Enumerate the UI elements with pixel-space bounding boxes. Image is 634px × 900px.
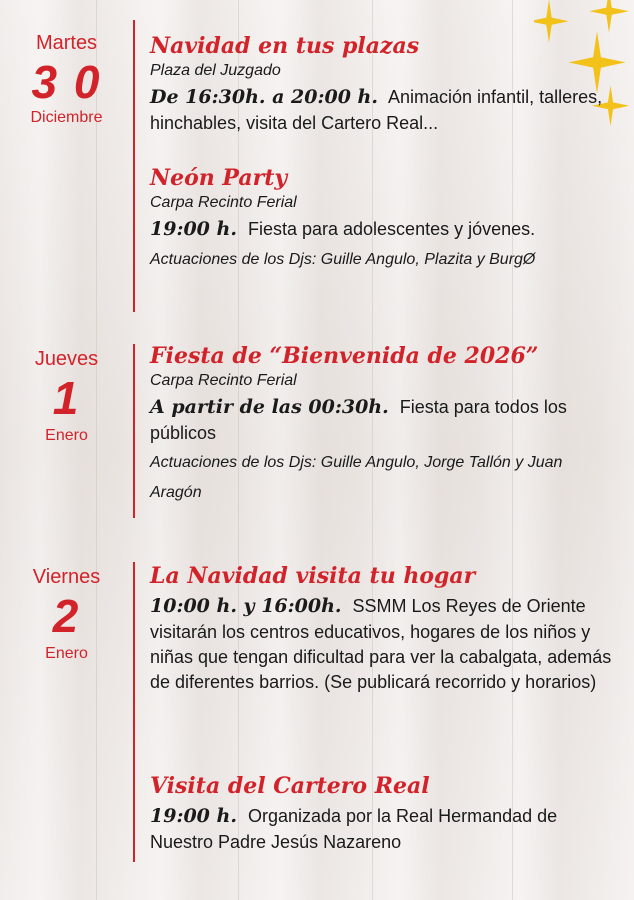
event-text: Organizada por la Real Hermandad de Nuestro Padre Jesús Nazareno [150,806,558,852]
event-djs: Actuaciones de los Djs: Guille Angulo, Jorge Tallón y Juan Aragón [150,454,563,501]
event-time: A partir de las 00:30h. [150,396,389,419]
event-venue: Carpa Recinto Ferial [150,372,297,390]
event-venue: Plaza del Juzgado [150,62,281,80]
event-title: Fiesta de “Bienvenida de 2026” [150,343,539,369]
event-neon-party [150,166,614,275]
event-time: 19:00 h. [150,218,237,241]
event-time: 19:00 h. [150,805,237,828]
day-number: 1 [52,372,81,424]
month-label: Enero [45,427,88,444]
event-description [150,84,614,136]
event-text: SSMM Los Reyes de Oriente visitarán los centros educativos, hogares de los niños y niñas que tengan dificultad para ver la cabalgata, además de diferentes barrios. (Se publicará recorrido y horarios) [150,596,612,693]
event-title: Navidad en tus plazas [150,33,420,59]
event-title: Visita del Cartero Real [150,773,430,799]
event-description [150,803,614,855]
event-djs: Actuaciones de los Djs: Guille Angulo, Plazita y BurgØ [150,251,536,269]
event-fiesta-bienvenida [150,344,614,507]
event-navidad-hogar [150,564,614,695]
event-description [150,394,614,446]
event-title: La Navidad visita tu hogar [150,563,476,589]
event-text: Animación infantil, talleres, hinchables, visita del Cartero Real... [150,87,603,134]
date-column [0,566,133,663]
event-time: De 16:30h. a 20:00 h. [150,86,378,109]
divider-line [133,20,135,312]
weekday-label: Martes [35,32,98,54]
divider-line [133,344,135,518]
event-text: Fiesta para adolescentes y jóvenes. [247,219,536,240]
weekday-label: Jueves [34,348,99,370]
month-label: Enero [45,645,88,662]
wood-grain [96,0,97,900]
event-venue: Carpa Recinto Ferial [150,194,297,212]
divider-line [133,562,135,862]
event-description [150,216,614,243]
day-number: 3 0 [31,56,102,108]
month-label: Diciembre [30,109,103,126]
event-visita-cartero [150,774,614,855]
event-text: Fiesta para todos los públicos [150,397,567,444]
event-navidad-plazas [150,34,614,136]
weekday-label: Viernes [32,566,101,588]
event-time: 10:00 h. y 16:00h. [150,595,342,618]
gold-star-icon [589,0,629,33]
date-column [0,348,133,445]
day-number: 2 [52,590,81,642]
date-column [0,32,133,127]
event-title: Neón Party [150,165,288,191]
event-description [150,593,614,695]
